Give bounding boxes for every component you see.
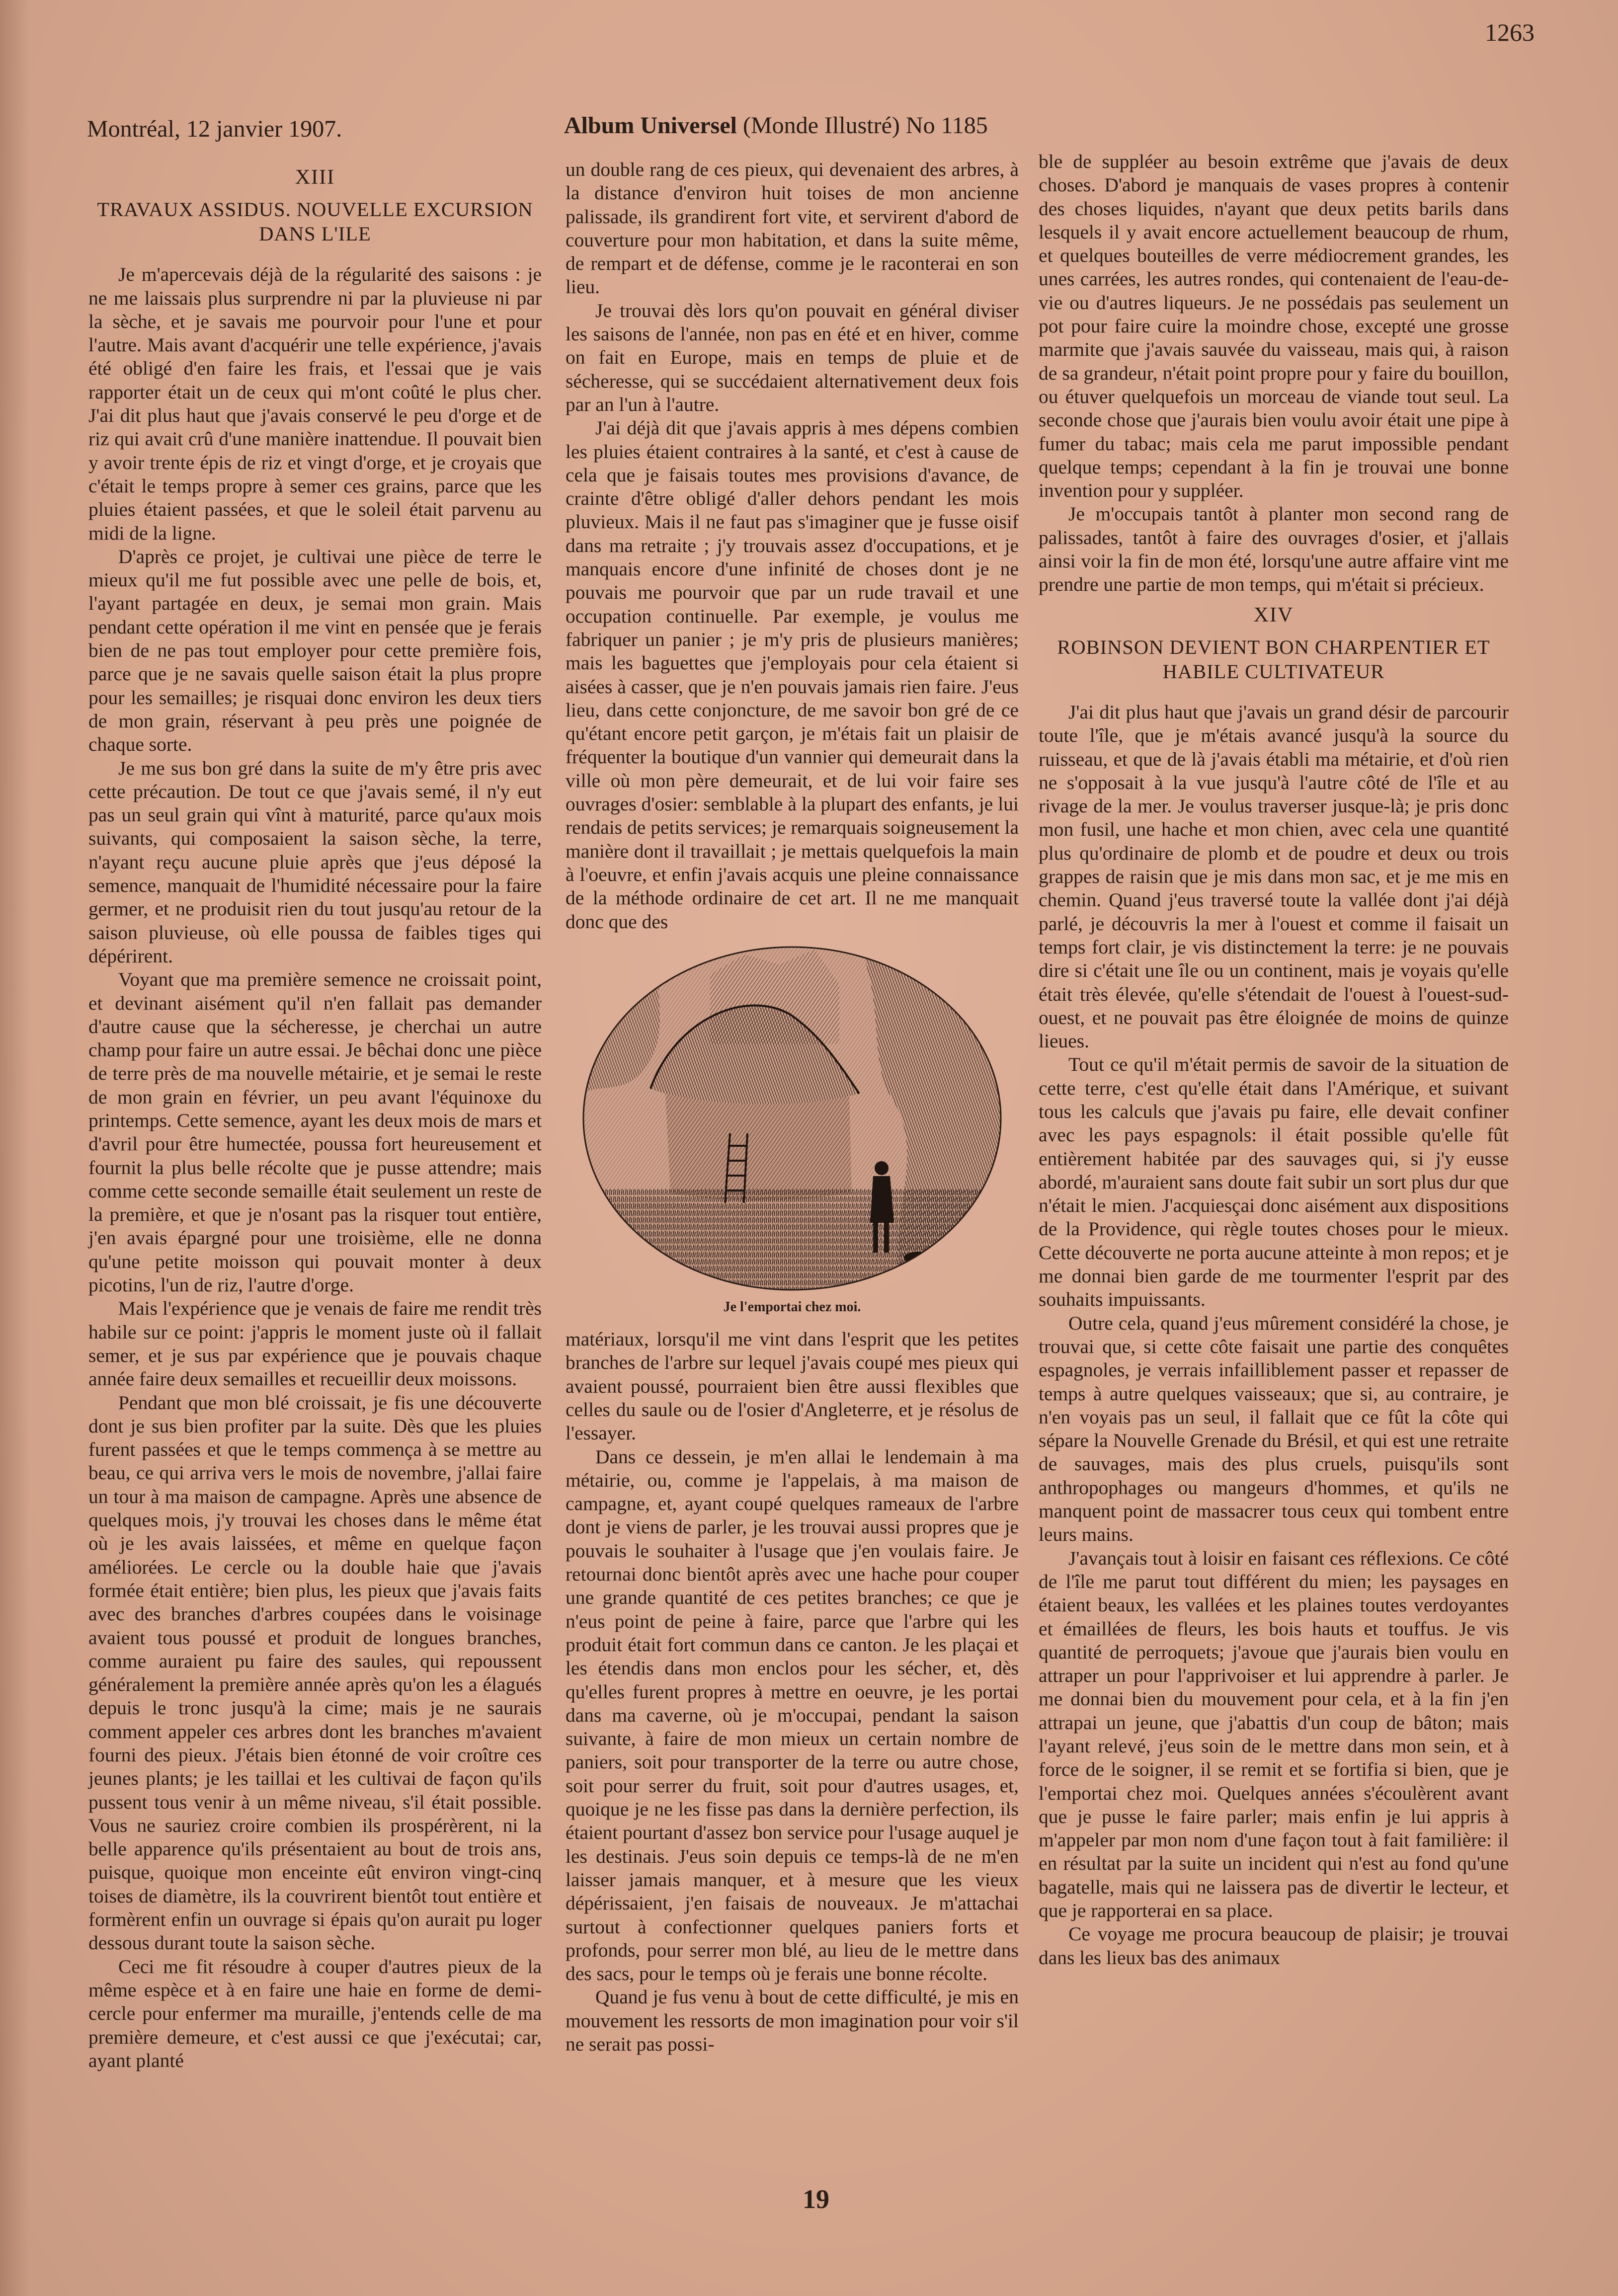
paragraph: Voyant que ma première semence ne croissait point, et devinant aisément qu'il n'en fallait pas demander d'autre cause que la sécheresse, je cherchai un autre champ pour faire un autre essai. Je bêchai donc une pièce de terre près de ma nouvelle métairie, et je semai le reste de mon grain en février, un peu avant l'équinoxe du printemps. Cette semence, ayant les deux mois de mars et d'avril pour être humectée, poussa fort heureusement et fournit la plus belle récolte que je pusse attendre; mais comme cette seconde semaille était seulement un reste de la première, et que je n'osant pas la risquer tout entière, j'en avais épargné pour une troisième, elle ne donna qu'une petite moisson qui pouvait monter à deux picotins, l'un de riz, l'autre d'orge. — [88, 968, 542, 1296]
paragraph: ble de suppléer au besoin extrême que j'avais de deux choses. D'abord je manquais de vases propres à contenir des choses liquides, n'ayant que deux petits barils dans lesquels il y avait encore actuellement beaucoup de rhum, et quelques bouteilles de verre médiocrement grandes, les unes carrées, les autres rondes, qui contenaient de l'eau-de-vie ou d'autres liqueurs. Je ne possédais pas seulement un pot pour faire cuire la moindre chose, excepté une grosse marmite que j'avais sauvée du vaisseau, mais qui, à raison de sa grandeur, n'était point propre pour y faire du bouillon, ou étuver quelquefois un morceau de viande tout seul. La seconde chose que j'aurais bien voulu avoir était une pipe à fumer du tabac; mais cela me parut impossible pendant quelque temps; cependant à la fin je trouvai une bonne invention pour y suppléer. — [1039, 151, 1509, 502]
illustration-caption: Je l'emportai chez moi. — [723, 1299, 861, 1315]
paragraph: Je m'occupais tantôt à planter mon second rang de palissades, tantôt à faire des ouvrages d'osier, et j'allais ainsi voir la fin de mon été, lorsqu'une autre affaire vint me prendre une partie de mon temps, qui m'était si précieux. — [1039, 503, 1509, 596]
paragraph: J'avançais tout à loisir en faisant ces réflexions. Ce côté de l'île me parut tout différent du mien; les paysages en étaient beaux, les vallées et les plaines toutes verdoyantes et émaillées de fleurs, les bois hauts et touffus. Je vis quantité de perroquets; j'avoue que j'aurais bien voulu en attraper un pour l'apprivoiser et lui apprendre à parler. Je me donnai bien du mouvement pour cela, et à la fin j'en attrapai un jeune, que j'abattis d'un coup de bâton; mais l'ayant relevé, j'eus soin de le mettre dans mon sein, et à force de le soigner, il se remit et se fortifia si bien, que je l'emportai chez moi. Quelques années s'écoulèrent avant que je pusse le faire parler; mais enfin je lui appris à m'appeler par mon nom d'une façon tout à fait familière: il en résultat par la suite un incident qui n'est au fond qu'une bagatelle, mais qui ne laissera pas de divertir le lecteur, et que je rapporterai en sa place. — [1039, 1547, 1509, 1922]
paragraph: J'ai déjà dit que j'avais appris à mes dépens combien les pluies étaient contraires à la santé, et c'est à cause de cela que je faisais toutes mes provisions d'avance, de crainte d'être obligé d'aller dehors pendant les mois pluvieux. Mais il ne faut pas s'imaginer que je fusse oisif dans ma retraite ; j'y trouvais assez d'occupations, et je manquais encore d'une infinité de choses dont je ne pouvais me pourvoir que par un rude travail et une occupation continuelle. Par exemple, je voulus me fabriquer un panier ; je m'y pris de plusieurs manières; mais les baguettes que j'employais pour cela étaient si aisées à casser, que je n'en pouvais jamais rien faire. J'eus lieu, dans cette conjoncture, de me savoir bon gré de ce qu'étant encore petit garçon, je m'étais fait un plaisir de fréquenter la boutique d'un vannier qui demeurait dans la ville où mon père demeurait, et de lui voir faire ses ouvrages d'osier: semblable à la plupart des enfants, je lui rendais de petits services; je remarquais soigneusement la manière dont il travaillait ; je mettais quelquefois la main à l'oeuvre, et enfin j'avais acquis une pleine connaissance de la méthode ordinaire de cet art. Il ne me manquait donc que des — [566, 417, 1019, 933]
page-edge-shadow — [0, 0, 30, 2296]
page-number-bottom: 19 — [803, 2184, 829, 2214]
engraving-illustration — [581, 945, 1003, 1292]
column-3 — [1039, 150, 1509, 1970]
paragraph: Je me sus bon gré dans la suite de m'y être pris avec cette précaution. De tout ce que j'avais semé, il n'y eut pas un seul grain qui vînt à maturité, parce qu'aux mois suivants, qui composaient la saison sèche, la terre, n'ayant reçu aucune pluie après que j'eus déposé la semence, manquait de l'humidité nécessaire pour la faire germer, et ne produisit rien du tout jusqu'au retour de la saison pluvieuse, où elle poussa de faibles tiges qui dépérirent. — [88, 757, 542, 967]
section-13-title: TRAVAUX ASSIDUS. NOUVELLE EXCURSION DANS L'ILE — [97, 198, 533, 245]
page-number-top: 1263 — [1485, 18, 1535, 46]
paragraph: Quand je fus venu à bout de cette difficulté, je mis en mouvement les ressorts de mon imagination pour voir s'il ne serait pas possi- — [566, 1986, 1019, 2055]
paragraph: Tout ce qu'il m'était permis de savoir de la situation de cette terre, c'est qu'elle était dans l'Amérique, et suivant tous les calculs que j'avais pu faire, elle devait confiner avec les pays espagnols: il était possible qu'elle fût entièrement habitée par des sauvages qui, si j'y eusse abordé, m'auraient sans doute fait subir un sort plus dur que n'était le mien. J'acquiesçai donc aisément aux dispositions de la Providence, qui règle toutes choses pour le mieux. Cette découverte ne porta aucune atteinte à mon repos; et je me donnai bien garde de me tourmenter l'esprit par des souhaits impuissants. — [1039, 1053, 1509, 1311]
column-2 — [566, 158, 1019, 2056]
header-dateline: Montréal, 12 janvier 1907. — [87, 116, 342, 142]
paragraph: Dans ce dessein, je m'en allai le lendemain à ma métairie, ou, comme je l'appelais, à ma maison de campagne, et, ayant coupé quelques rameaux de l'arbre dont je viens de parler, je les trouvai aussi propres que je pouvais le souhaiter à l'usage que j'en voulais faire. Je retournai donc bientôt après avec une hache pour couper une grande quantité de ces petites branches; ce que je n'eus point de peine à faire, parce que l'arbre qui les produit était fort commun dans ce canton. Je les plaçai et les étendis dans mon enclos pour les sécher, et, dès qu'elles furent propres à mettre en oeuvre, je les portai dans ma caverne, où je m'occupai, pendant la saison suivante, à faire de mon mieux un certain nombre de paniers, soit pour transporter de la terre ou autre chose, soit pour serrer du fruit, soit pour d'autres usages, et, quoique je ne les fisse pas dans la dernière perfection, ils étaient pourtant d'assez bon service pour l'usage auquel je les destinais. J'eus soin depuis ce temps-là de ne m'en laisser jamais manquer, et à mesure que les vieux dépérissaient, j'en faisais de nouveaux. Je m'attachai surtout à confectionner quelques paniers forts et profonds, pour serrer mon blé, au lieu de le mettre dans des sacs, pour le temps où je ferais une bonne récolte. — [566, 1445, 1019, 1985]
paragraph: Outre cela, quand j'eus mûrement considéré la chose, je trouvai que, si cette côte faisait une partie des conquêtes espagnoles, je verrais infailliblement passer et repasser de temps à autre quelques vaisseaux; que si, au contraire, je n'en voyais pas un seul, il fallait que ce fût la côte qui sépare la Nouvelle Grenade du Brésil, et qui est une retraite de sauvages, mais des plus cruels, puisqu'ils sont anthropophages ou mangeurs d'hommes, et qu'ils ne manquent point de massacrer tous ceux qui tombent entre leurs mains. — [1039, 1312, 1509, 1546]
paragraph: Ce voyage me procura beaucoup de plaisir; je trouvai dans les lieux bas des animaux — [1039, 1923, 1509, 1969]
paragraph: J'ai dit plus haut que j'avais un grand désir de parcourir toute l'île, que je m'étais avancé jusqu'à la source du ruisseau, et que de là j'avais établi ma métairie, et d'où rien ne s'opposait à la vue jusqu'à l'autre côté de l'île et au rivage de la mer. Je voulus traverser jusque-là; je pris donc mon fusil, une hache et mon chien, avec cela une quantité plus qu'ordinaire de plomb et de poudre et deux ou trois grappes de raisin que je mis dans mon sac, et je me mis en chemin. Quand j'eus traversé toute la vallée dont j'ai déjà parlé, je découvris la mer à l'ouest et comme il faisait un temps fort clair, je vis distinctement la terre: je ne pouvais dire si c'était une île ou un continent, mais je voyais qu'elle était très élevée, qu'elle s'étendait de l'ouest à l'ouest-sud-ouest, et ne pouvait pas être éloignée de moins de quinze lieues. — [1039, 701, 1509, 1052]
section-13-number: XIII — [295, 166, 335, 189]
paragraph: Pendant que mon blé croissait, je fis une découverte dont je sus bien profiter par la suite. Dès que les pluies furent passées et que le temps commença à se mettre au beau, ce qui arriva vers le mois de novembre, j'allai faire un tour à ma maison de campagne. Après une absence de quelques mois, j'y trouvai les choses dans le même état où je les avais laissées, et même en quelque façon améliorées. Le cercle ou la double haie que j'avais formée était entière; bien plus, les pieux que j'avais faits avec des branches d'arbres coupées dans le voisinage avaient tous poussé et produit de longues branches, comme auraient pu faire des saules, qui repoussent généralement la première année après qu'on les a élagués depuis le tronc jusqu'à la cime; mais je ne saurais comment appeler ces arbres dont les branches m'avaient fourni des pieux. J'étais bien étonné de voir croître ces jeunes plants; je les taillai et les cultivai de façon qu'ils pussent tous venir à un même niveau, s'il était possible. Vous ne sauriez croire combien ils prospérèrent, ni la belle apparence qu'ils présentaient au bout de trois ans, puisque, quoique mon enceinte eût environ vingt-cinq toises de diamètre, ils la couvrirent bientôt tout entière et formèrent enfin un ouvrage si épais qu'on aurait pu loger dessous durant toute la saison sèche. — [88, 1391, 542, 1954]
header-publication-title: Album Universel — [564, 112, 737, 139]
header-publication — [564, 112, 988, 139]
paragraph: un double rang de ces pieux, qui devenaient des arbres, à la distance d'environ huit toises de mon ancienne palissade, ils grandirent fort vite, et servirent d'abord de couverture pour mon habitation, et dans la suite même, de rempart et de défense, comme je le raconterai en son lieu. — [566, 158, 1019, 298]
paragraph: Mais l'expérience que je venais de faire me rendit très habile sur ce point: j'appris le moment juste où il fallait semer, et je sus par expérience que je pouvais chaque année faire deux semailles et recueillir deux moissons. — [88, 1297, 542, 1390]
paragraph: D'après ce projet, je cultivai une pièce de terre le mieux qu'il me fut possible avec une pelle de bois, et, l'ayant partagée en deux, je semai mon grain. Mais pendant cette opération il me vint en pensée que je ferais bien de ne pas tout employer pour cette première fois, parce que je ne savais quelle saison était la plus propre pour les semailles; je risquai donc environ les deux tiers de mon grain, réservant à peu près une poignée de chaque sorte. — [88, 545, 542, 756]
paragraph: Je m'apercevais déjà de la régularité des saisons : je ne me laissais plus surprendre ni par la pluvieuse ni par la sèche, et je savais me pourvoir pour l'une et pour l'autre. Mais avant d'acquérir une telle expérience, j'avais été obligé d'en faire les frais, et l'essai que je vais rapporter était un de ceux qui m'ont coûté le plus cher. J'ai dit plus haut que j'avais conservé le peu d'orge et de riz qui avait crû d'une manière inattendue. Il pouvait bien y avoir trente épis de riz et vingt d'orge, et je croyais que c'était le temps propre à semer ces grains, parce que les pluies étaient passées, et que le soleil était parvenu au midi de la ligne. — [88, 263, 542, 544]
section-14-title: ROBINSON DEVIENT BON CHARPENTIER ET HABILE CULTIVATEUR — [1057, 635, 1490, 683]
hut-engraving — [581, 945, 1003, 1292]
paragraph: Je trouvai dès lors qu'on pouvait en général diviser les saisons de l'année, non pas en été et en hiver, comme on fait en Europe, mais en temps de pluie et de sécheresse, qui se succédaient alternativement deux fois par an l'un à l'autre. — [566, 299, 1019, 415]
paragraph: Ceci me fit résoudre à couper d'autres pieux de la même espèce et à en faire une haie en forme de demi-cercle pour enfermer ma muraille, j'entends celle de ma première demeure, et c'est aussi ce que j'exécutai; car, ayant planté — [88, 1955, 542, 2071]
paragraph: matériaux, lorsqu'il me vint dans l'esprit que les petites branches de l'arbre sur lequel j'avais coupé mes pieux qui avaient poussé, pourraient bien être aussi flexibles que celles du saule ou de l'osier d'Angleterre, et je résolus de l'essayer. — [566, 1328, 1019, 1444]
column-1 — [88, 164, 542, 2072]
section-14-number: XIV — [1253, 603, 1294, 627]
header-publication-issue: (Monde Illustré) No 1185 — [737, 112, 988, 139]
